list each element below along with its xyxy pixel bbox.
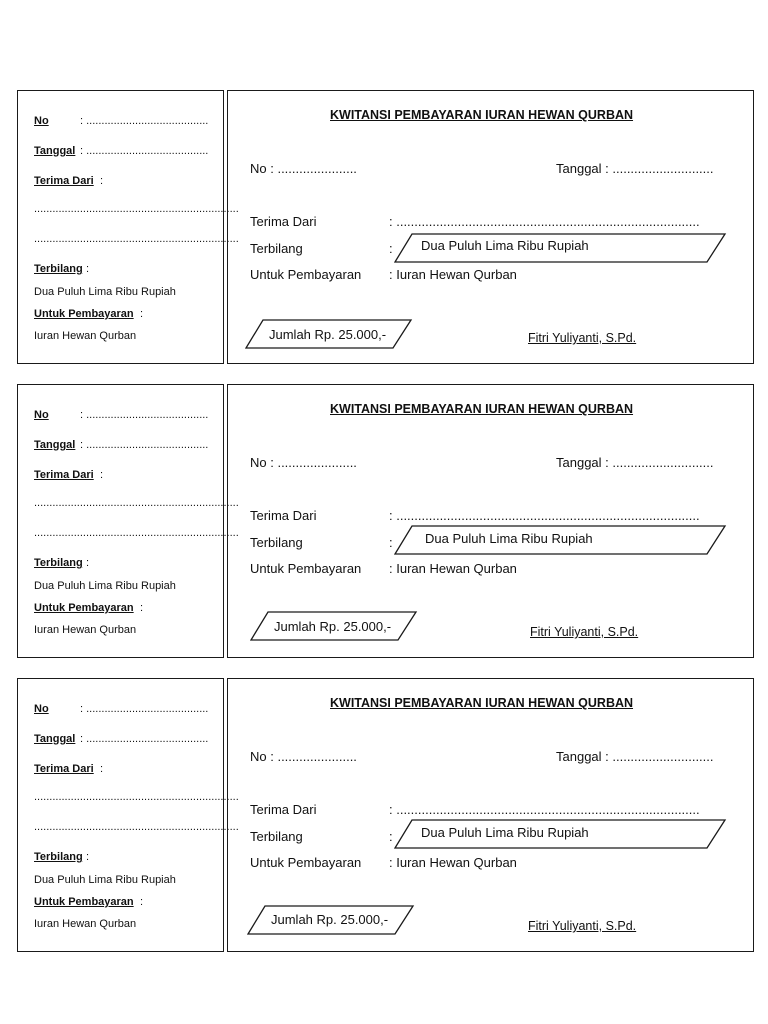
terima-dari-label: Terima Dari	[250, 508, 317, 523]
stub-terbilang-colon: :	[86, 557, 90, 569]
stub-terbilang-value: Dua Puluh Lima Ribu Rupiah	[34, 580, 176, 592]
stub-terima-line-1: ...................................................................	[34, 791, 239, 803]
stub-tanggal-field: : ........................................	[80, 733, 209, 745]
stub-untuk-value: Iuran Hewan Qurban	[34, 624, 137, 636]
stub-terima-line-2: ...................................................................	[34, 527, 239, 539]
stub-no-field: : ........................................	[80, 115, 209, 127]
terbilang-label: Terbilang	[250, 829, 303, 844]
terima-dari-label: Terima Dari	[250, 214, 317, 229]
stub-terbilang-value: Dua Puluh Lima Ribu Rupiah	[34, 874, 176, 886]
stub-terima-colon: :	[100, 469, 104, 481]
terbilang-colon: :	[389, 829, 393, 844]
receipt-tanggal: Tanggal : ............................	[556, 161, 714, 176]
untuk-pembayaran-value: : Iuran Hewan Qurban	[389, 855, 517, 870]
stub-terima-label: Terima Dari	[34, 469, 94, 481]
stub-terbilang-value: Dua Puluh Lima Ribu Rupiah	[34, 286, 176, 298]
terbilang-value: Dua Puluh Lima Ribu Rupiah	[425, 531, 593, 546]
untuk-pembayaran-label: Untuk Pembayaran	[250, 855, 362, 870]
receipt-main	[227, 678, 754, 952]
signature-name: Fitri Yuliyanti, S.Pd.	[528, 331, 637, 345]
receipt-title: KWITANSI PEMBAYARAN IURAN HEWAN QURBAN	[330, 108, 634, 122]
receipt-3	[0, 678, 768, 958]
stub-untuk-label: Untuk Pembayaran	[34, 896, 134, 908]
stub-tanggal-label: Tanggal	[34, 439, 76, 451]
terbilang-colon: :	[389, 241, 393, 256]
jumlah-amount: Jumlah Rp. 25.000,-	[274, 619, 392, 634]
jumlah-amount: Jumlah Rp. 25.000,-	[269, 327, 387, 342]
stub-tanggal-label: Tanggal	[34, 733, 76, 745]
untuk-pembayaran-label: Untuk Pembayaran	[250, 561, 362, 576]
receipt-2	[0, 384, 768, 664]
stub-no-field: : ........................................	[80, 409, 209, 421]
stub-no-field: : ........................................	[80, 703, 209, 715]
receipt-no: No : ......................	[250, 161, 357, 176]
stub-terbilang-label: Terbilang	[34, 263, 83, 275]
stub-terima-colon: :	[100, 763, 104, 775]
stub-tanggal-field: : ........................................	[80, 145, 209, 157]
stub-untuk-colon: :	[140, 602, 144, 614]
stub-terima-label: Terima Dari	[34, 175, 94, 187]
terima-dari-label: Terima Dari	[250, 802, 317, 817]
stub-terbilang-label: Terbilang	[34, 557, 83, 569]
receipt-title: KWITANSI PEMBAYARAN IURAN HEWAN QURBAN	[330, 402, 634, 416]
receipt-tanggal: Tanggal : ............................	[556, 455, 714, 470]
stub-terima-label: Terima Dari	[34, 763, 94, 775]
stub-terbilang-label: Terbilang	[34, 851, 83, 863]
receipt-no: No : ......................	[250, 455, 357, 470]
stub-terima-colon: :	[100, 175, 104, 187]
signature-name: Fitri Yuliyanti, S.Pd.	[528, 919, 637, 933]
stub-terima-line-1: ...................................................................	[34, 203, 239, 215]
stub-untuk-value: Iuran Hewan Qurban	[34, 918, 137, 930]
untuk-pembayaran-label: Untuk Pembayaran	[250, 267, 362, 282]
stub-tanggal-label: Tanggal	[34, 145, 76, 157]
stub-untuk-colon: :	[140, 896, 144, 908]
stub-terbilang-colon: :	[86, 263, 90, 275]
terima-dari-field: : ....................................................................................	[389, 214, 700, 229]
receipt-main	[227, 90, 754, 364]
stub-untuk-colon: :	[140, 308, 144, 320]
terbilang-label: Terbilang	[250, 241, 303, 256]
untuk-pembayaran-value: : Iuran Hewan Qurban	[389, 267, 517, 282]
receipt-stub	[17, 384, 239, 658]
receipt-stub	[17, 90, 239, 364]
stub-tanggal-field: : ........................................	[80, 439, 209, 451]
receipt-stub	[17, 678, 239, 952]
stub-terima-line-1: ...................................................................	[34, 497, 239, 509]
stub-no-label: No	[34, 409, 49, 421]
stub-terbilang-colon: :	[86, 851, 90, 863]
stub-untuk-label: Untuk Pembayaran	[34, 308, 134, 320]
stub-terima-line-2: ...................................................................	[34, 233, 239, 245]
receipt-title: KWITANSI PEMBAYARAN IURAN HEWAN QURBAN	[330, 696, 634, 710]
stub-untuk-value: Iuran Hewan Qurban	[34, 330, 137, 342]
stub-terima-line-2: ...................................................................	[34, 821, 239, 833]
stub-no-label: No	[34, 703, 49, 715]
terbilang-colon: :	[389, 535, 393, 550]
terbilang-value: Dua Puluh Lima Ribu Rupiah	[421, 238, 589, 253]
terbilang-value: Dua Puluh Lima Ribu Rupiah	[421, 825, 589, 840]
receipt-no: No : ......................	[250, 749, 357, 764]
terima-dari-field: : ....................................................................................	[389, 508, 700, 523]
signature-name: Fitri Yuliyanti, S.Pd.	[530, 625, 639, 639]
jumlah-amount: Jumlah Rp. 25.000,-	[271, 912, 389, 927]
receipt-main	[227, 384, 754, 658]
untuk-pembayaran-value: : Iuran Hewan Qurban	[389, 561, 517, 576]
stub-no-label: No	[34, 115, 49, 127]
receipt-tanggal: Tanggal : ............................	[556, 749, 714, 764]
stub-untuk-label: Untuk Pembayaran	[34, 602, 134, 614]
receipt-1	[0, 90, 768, 370]
terima-dari-field: : ....................................................................................	[389, 802, 700, 817]
terbilang-label: Terbilang	[250, 535, 303, 550]
